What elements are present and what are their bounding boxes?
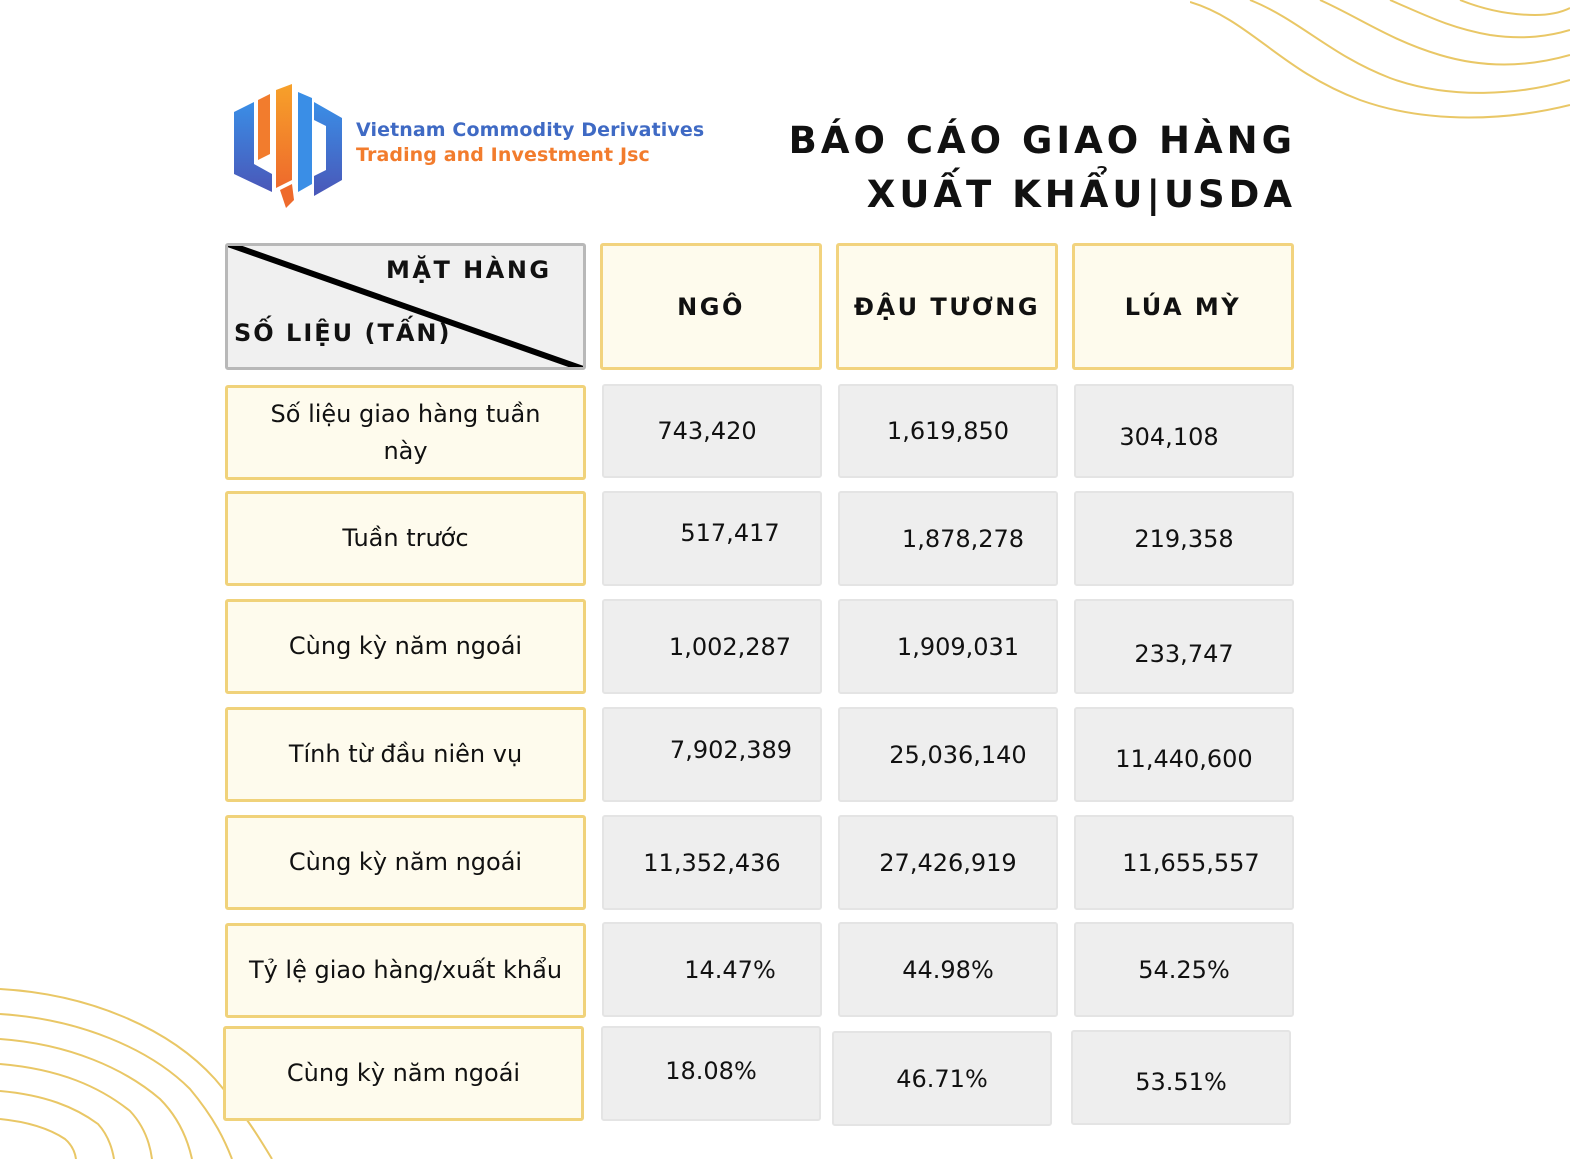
- value-corn-season-to-date: 7,902,389: [602, 707, 822, 802]
- column-header-soybean: ĐẬU TƯƠNG: [836, 243, 1058, 370]
- value-wheat-ratio-last-year: 53.51%: [1071, 1030, 1291, 1125]
- value-corn-ratio: 14.47%: [602, 922, 822, 1017]
- column-header-wheat: LÚA MỲ: [1072, 243, 1294, 370]
- corner-label-unit: SỐ LIỆU (TẤN): [234, 319, 452, 347]
- value-soybean-last-week: 1,878,278: [838, 491, 1058, 586]
- column-header-corn: NGÔ: [600, 243, 822, 370]
- vcd-logo-icon: [228, 84, 348, 210]
- row-label-same-period-last-year-2: Cùng kỳ năm ngoái: [225, 815, 586, 910]
- row-label-season-to-date: Tính từ đầu niên vụ: [225, 707, 586, 802]
- company-logo: [228, 84, 728, 214]
- value-corn-ratio-last-year: 18.08%: [601, 1026, 821, 1121]
- row-label-delivery-export-ratio: Tỷ lệ giao hàng/xuất khẩu: [225, 923, 586, 1018]
- corner-label-commodity: MẶT HÀNG: [386, 256, 552, 284]
- value-corn-last-week: 517,417: [602, 491, 822, 586]
- report-title: [789, 114, 1296, 222]
- row-label-this-week: Số liệu giao hàng tuần này: [225, 385, 586, 480]
- value-soybean-this-week: 1,619,850: [838, 384, 1058, 478]
- value-wheat-same-period: 233,747: [1074, 599, 1294, 694]
- value-wheat-ratio: 54.25%: [1074, 922, 1294, 1017]
- value-soybean-same-period-2: 27,426,919: [838, 815, 1058, 910]
- value-wheat-season-to-date: 11,440,600: [1074, 707, 1294, 802]
- value-soybean-season-to-date: 25,036,140: [838, 707, 1058, 802]
- value-corn-same-period: 1,002,287: [602, 599, 822, 694]
- row-label-same-period-last-year-3: Cùng kỳ năm ngoái: [223, 1026, 584, 1121]
- report-title-line1: BÁO CÁO GIAO HÀNG: [788, 119, 1296, 162]
- value-wheat-this-week: 304,108: [1074, 384, 1294, 478]
- decorative-waves-top-right: [1190, 0, 1570, 130]
- brand-name-line2: Trading and Investment Jsc: [356, 144, 650, 166]
- value-soybean-ratio: 44.98%: [838, 922, 1058, 1017]
- value-corn-same-period-2: 11,352,436: [602, 815, 822, 910]
- value-corn-this-week: 743,420: [602, 384, 822, 478]
- value-wheat-same-period-2: 11,655,557: [1074, 815, 1294, 910]
- table-corner-header: [225, 243, 586, 370]
- value-soybean-same-period: 1,909,031: [838, 599, 1058, 694]
- row-label-same-period-last-year: Cùng kỳ năm ngoái: [225, 599, 586, 694]
- value-soybean-ratio-last-year: 46.71%: [832, 1031, 1052, 1126]
- report-title-line2: XUẤT KHẨU|USDA: [866, 173, 1296, 216]
- value-wheat-last-week: 219,358: [1074, 491, 1294, 586]
- row-label-last-week: Tuần trước: [225, 491, 586, 586]
- brand-name-line1: Vietnam Commodity Derivatives: [356, 119, 705, 141]
